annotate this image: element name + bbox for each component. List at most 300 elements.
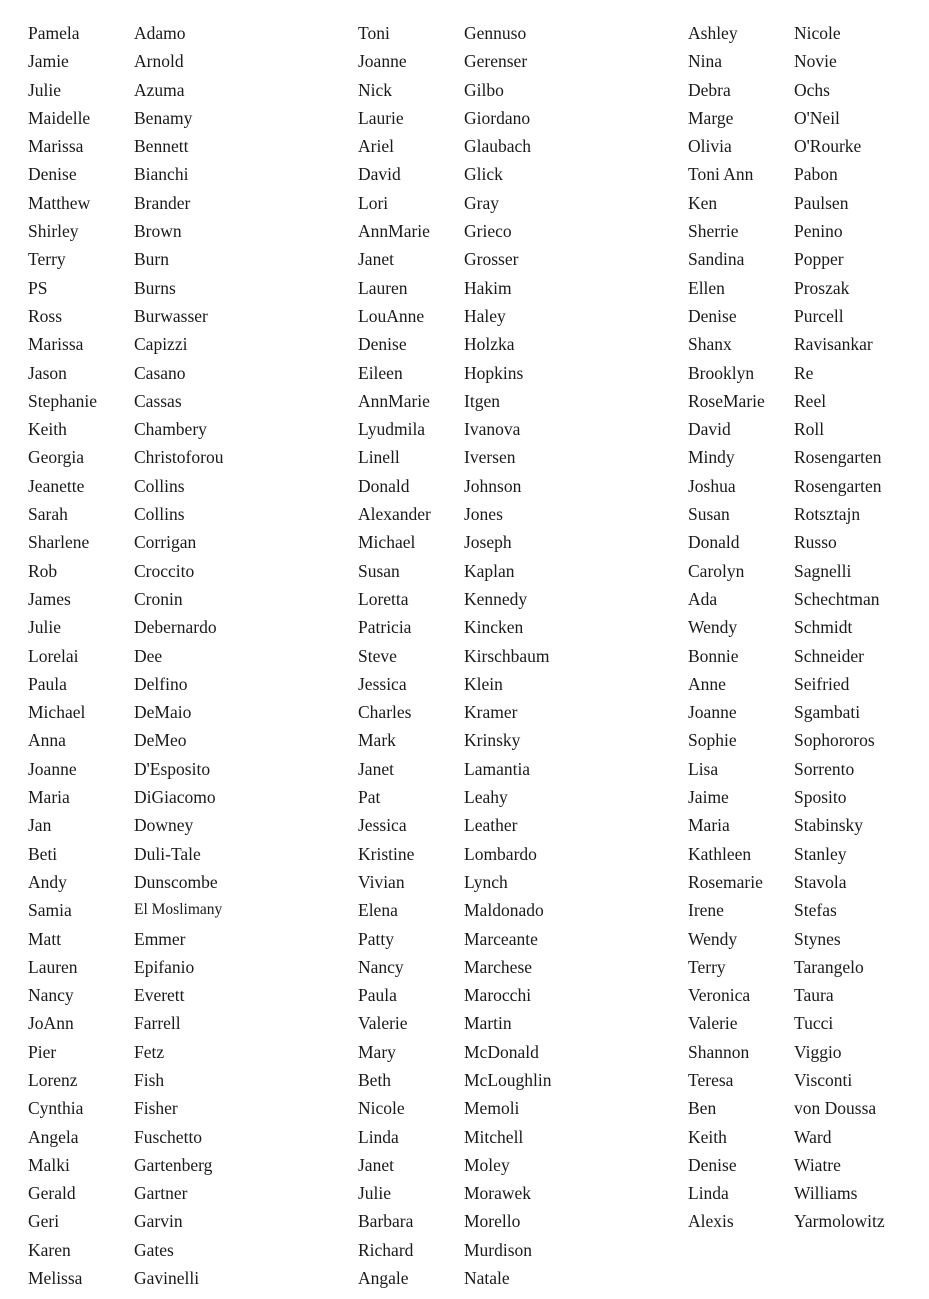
last-name: Reel [794, 390, 827, 411]
name-entry [688, 613, 885, 641]
name-entry [358, 1094, 552, 1122]
last-name: Downey [134, 815, 194, 836]
first-name: Jaime [688, 787, 729, 808]
name-entry [28, 160, 223, 188]
last-name: Arnold [134, 51, 184, 72]
first-name: Alexis [688, 1211, 734, 1232]
first-name: James [28, 588, 71, 609]
first-name: Matt [28, 928, 62, 949]
name-entry [28, 330, 223, 358]
name-entry [358, 868, 552, 896]
first-name: Carolyn [688, 560, 745, 581]
name-entry [28, 415, 223, 443]
first-name: Donald [688, 532, 740, 553]
name-entry [688, 1038, 885, 1066]
last-name: Leather [464, 815, 518, 836]
first-name: PS [28, 277, 48, 298]
name-entry [28, 104, 223, 132]
name-entry [358, 1179, 552, 1207]
last-name: Pabon [794, 164, 838, 185]
name-entry [358, 557, 552, 585]
last-name: Paulsen [794, 192, 849, 213]
first-name: Cynthia [28, 1098, 84, 1119]
name-entry [358, 925, 552, 953]
last-name: Moley [464, 1154, 510, 1175]
name-entry [358, 104, 552, 132]
last-name: Delfino [134, 673, 188, 694]
last-name: Seifried [794, 673, 850, 694]
first-name: Lorelai [28, 645, 79, 666]
name-entry [688, 698, 885, 726]
last-name: Gerenser [464, 51, 528, 72]
first-name: Mindy [688, 447, 735, 468]
last-name: Holzka [464, 334, 515, 355]
first-name: Shannon [688, 1041, 750, 1062]
first-name: Keith [28, 419, 67, 440]
name-entry [358, 755, 552, 783]
last-name: Corrigan [134, 532, 197, 553]
last-name: Dee [134, 645, 163, 666]
last-name: Fuschetto [134, 1126, 203, 1147]
name-entry [358, 1236, 552, 1264]
name-entry [358, 840, 552, 868]
name-entry [28, 557, 223, 585]
first-name: Brooklyn [688, 362, 755, 383]
first-name: Barbara [358, 1211, 414, 1232]
last-name: Chambery [134, 419, 207, 440]
name-entry [358, 19, 552, 47]
first-name: JoAnn [28, 1013, 74, 1034]
name-entry [688, 359, 885, 387]
name-entry [28, 868, 223, 896]
name-entry [688, 670, 885, 698]
last-name: Cassas [134, 390, 182, 411]
name-entry [28, 642, 223, 670]
last-name: Farrell [134, 1013, 181, 1034]
last-name: D'Esposito [134, 758, 211, 779]
first-name: Matthew [28, 192, 91, 213]
first-name: Kathleen [688, 843, 752, 864]
last-name: Rotsztajn [794, 504, 861, 525]
last-name: Stavola [794, 871, 847, 892]
first-name: Denise [358, 334, 407, 355]
name-entry [358, 896, 552, 924]
first-name: Maria [28, 787, 70, 808]
name-entry [358, 698, 552, 726]
last-name: Sorrento [794, 758, 855, 779]
name-entry [688, 755, 885, 783]
last-name: Ivanova [464, 419, 521, 440]
first-name: Paula [358, 985, 397, 1006]
last-name: Gates [134, 1239, 174, 1260]
name-entry [688, 160, 885, 188]
first-name: Maidelle [28, 107, 91, 128]
first-name: Shanx [688, 334, 732, 355]
last-name: Schneider [794, 645, 864, 666]
last-name: Garvin [134, 1211, 183, 1232]
last-name: Natale [464, 1268, 510, 1289]
first-name: Richard [358, 1239, 414, 1260]
name-column-1 [28, 19, 223, 1292]
name-entry [688, 925, 885, 953]
last-name: Lynch [464, 871, 508, 892]
first-name: Angale [358, 1268, 409, 1289]
first-name: Geri [28, 1211, 60, 1232]
first-name: Jan [28, 815, 52, 836]
name-entry [358, 1264, 552, 1292]
last-name: Collins [134, 475, 185, 496]
name-entry [688, 840, 885, 868]
last-name: Morawek [464, 1183, 532, 1204]
first-name: Nancy [358, 956, 404, 977]
name-entry [28, 1038, 223, 1066]
last-name: Hakim [464, 277, 512, 298]
first-name: Patricia [358, 617, 412, 638]
last-name: Stanley [794, 843, 847, 864]
first-name: Vivian [358, 871, 405, 892]
first-name: Mark [358, 730, 396, 751]
first-name: Ariel [358, 136, 394, 157]
first-name: Steve [358, 645, 397, 666]
first-name: Loretta [358, 588, 409, 609]
last-name: Jones [464, 504, 503, 525]
name-entry [28, 500, 223, 528]
last-name: Schechtman [794, 588, 880, 609]
name-entry [688, 1066, 885, 1094]
first-name: Angela [28, 1126, 79, 1147]
last-name: Gilbo [464, 79, 504, 100]
last-name: Sophororos [794, 730, 875, 751]
name-entry [688, 104, 885, 132]
first-name: Olivia [688, 136, 732, 157]
first-name: Teresa [688, 1069, 734, 1090]
last-name: Azuma [134, 79, 185, 100]
last-name: Everett [134, 985, 185, 1006]
name-entry [688, 1207, 885, 1235]
name-entry [28, 302, 223, 330]
first-name: Rosemarie [688, 871, 763, 892]
name-entry [358, 528, 552, 556]
last-name: Sposito [794, 787, 847, 808]
name-entry [358, 217, 552, 245]
last-name: Schmidt [794, 617, 853, 638]
first-name: Ben [688, 1098, 717, 1119]
last-name: McLoughlin [464, 1069, 552, 1090]
name-entry [28, 245, 223, 273]
last-name: DiGiacomo [134, 787, 216, 808]
first-name: Toni Ann [688, 164, 754, 185]
first-name: Ashley [688, 23, 738, 43]
last-name: Glick [464, 164, 503, 185]
last-name: Tarangelo [794, 956, 864, 977]
last-name: Adamo [134, 23, 186, 43]
name-entry [358, 1123, 552, 1151]
last-name: Stynes [794, 928, 841, 949]
first-name: Marissa [28, 334, 84, 355]
name-entry [358, 1009, 552, 1037]
first-name: Joanne [358, 51, 407, 72]
last-name: Marchese [464, 956, 533, 977]
last-name: Brown [134, 221, 182, 242]
name-entry [28, 953, 223, 981]
name-entry [28, 1151, 223, 1179]
name-entry [358, 47, 552, 75]
first-name: Valerie [358, 1013, 408, 1034]
last-name: Gennuso [464, 23, 527, 43]
first-name: Jason [28, 362, 67, 383]
name-entry [688, 443, 885, 471]
first-name: Anna [28, 730, 66, 751]
first-name: Sophie [688, 730, 737, 751]
first-name: Michael [28, 702, 86, 723]
name-entry [28, 1094, 223, 1122]
first-name: Valerie [688, 1013, 738, 1034]
last-name: Ochs [794, 79, 830, 100]
first-name: Julie [28, 79, 62, 100]
last-name: Viggio [794, 1041, 842, 1062]
last-name: Penino [794, 221, 843, 242]
first-name: Toni [358, 23, 390, 43]
first-name: Pier [28, 1041, 57, 1062]
name-entry [358, 302, 552, 330]
first-name: Samia [28, 900, 72, 921]
last-name: Fish [134, 1069, 165, 1090]
last-name: Gartenberg [134, 1154, 213, 1175]
name-entry [358, 953, 552, 981]
last-name: Lombardo [464, 843, 537, 864]
name-entry [358, 1151, 552, 1179]
name-entry [358, 472, 552, 500]
name-entry [28, 840, 223, 868]
last-name: Marceante [464, 928, 538, 949]
last-name: Marocchi [464, 985, 532, 1006]
name-entry [358, 1207, 552, 1235]
first-name: Jeanette [28, 475, 85, 496]
first-name: Sarah [28, 504, 68, 525]
name-column-2 [358, 19, 552, 1292]
first-name: Julie [358, 1183, 392, 1204]
name-entry [28, 76, 223, 104]
name-entry [28, 896, 223, 924]
name-entry [688, 19, 885, 47]
first-name: Bonnie [688, 645, 739, 666]
name-entry [358, 642, 552, 670]
last-name: Epifanio [134, 956, 195, 977]
last-name: Emmer [134, 928, 186, 949]
last-name: Croccito [134, 560, 195, 581]
first-name: Melissa [28, 1268, 83, 1289]
last-name: O'Rourke [794, 136, 862, 157]
first-name: Janet [358, 249, 394, 270]
first-name: RoseMarie [688, 390, 765, 411]
name-entry [358, 415, 552, 443]
first-name: Irene [688, 900, 724, 921]
first-name: Linda [688, 1183, 729, 1204]
last-name: Tucci [794, 1013, 834, 1034]
name-column-3 [688, 19, 885, 1236]
last-name: Maldonado [464, 900, 544, 921]
last-name: Burwasser [134, 305, 208, 326]
first-name: Sandina [688, 249, 745, 270]
name-entry [28, 1264, 223, 1292]
first-name: Janet [358, 758, 394, 779]
name-entry [28, 472, 223, 500]
name-entry [688, 953, 885, 981]
name-entry [358, 1066, 552, 1094]
last-name: Iversen [464, 447, 516, 468]
last-name: Sgambati [794, 702, 861, 723]
name-entry [28, 189, 223, 217]
last-name: Kramer [464, 702, 518, 723]
name-entry [358, 613, 552, 641]
name-entry [358, 189, 552, 217]
first-name: Lauren [358, 277, 408, 298]
first-name: Nicole [358, 1098, 405, 1119]
first-name: Julie [28, 617, 62, 638]
first-name: Anne [688, 673, 726, 694]
first-name: Susan [358, 560, 400, 581]
name-entry [28, 217, 223, 245]
first-name: Linell [358, 447, 400, 468]
first-name: Andy [28, 871, 67, 892]
first-name: Lorenz [28, 1069, 78, 1090]
first-name: David [358, 164, 401, 185]
name-entry [358, 726, 552, 754]
first-name: Sherrie [688, 221, 739, 242]
name-entry [358, 359, 552, 387]
name-entry [28, 19, 223, 47]
name-entry [688, 868, 885, 896]
last-name: DeMaio [134, 702, 192, 723]
first-name: Alexander [358, 504, 431, 525]
last-name: Kirschbaum [464, 645, 550, 666]
first-name: Ken [688, 192, 718, 213]
name-entry [28, 698, 223, 726]
last-name: Leahy [464, 787, 508, 808]
last-name: DeMeo [134, 730, 187, 751]
name-entry [688, 189, 885, 217]
name-entry [28, 528, 223, 556]
last-name: Taura [794, 985, 834, 1006]
last-name: Gavinelli [134, 1268, 200, 1289]
first-name: Wendy [688, 617, 738, 638]
first-name: Ellen [688, 277, 725, 298]
name-entry [688, 132, 885, 160]
last-name: Giordano [464, 107, 531, 128]
name-entry [688, 783, 885, 811]
first-name: Lisa [688, 758, 719, 779]
first-name: Lyudmila [358, 419, 426, 440]
name-entry [28, 726, 223, 754]
first-name: Karen [28, 1239, 71, 1260]
first-name: Nick [358, 79, 393, 100]
last-name: Cronin [134, 588, 183, 609]
last-name: Popper [794, 249, 844, 270]
first-name: Gerald [28, 1183, 76, 1204]
last-name: Grosser [464, 249, 519, 270]
last-name: Williams [794, 1183, 858, 1204]
name-entry [688, 47, 885, 75]
name-entry [28, 274, 223, 302]
first-name: Denise [688, 305, 737, 326]
last-name: Itgen [464, 390, 500, 411]
first-name: Georgia [28, 447, 85, 468]
last-name: Visconti [794, 1069, 853, 1090]
last-name: Memoli [464, 1098, 520, 1119]
name-entry [28, 670, 223, 698]
first-name: Lauren [28, 956, 78, 977]
first-name: Joshua [688, 475, 736, 496]
first-name: Veronica [688, 985, 751, 1006]
name-entry [28, 783, 223, 811]
name-entry [688, 585, 885, 613]
name-entry [688, 896, 885, 924]
name-entry [688, 387, 885, 415]
last-name: Martin [464, 1013, 512, 1034]
last-name: Casano [134, 362, 186, 383]
first-name: Jessica [358, 815, 407, 836]
last-name: Lamantia [464, 758, 531, 779]
name-entry [28, 1123, 223, 1151]
last-name: Kaplan [464, 560, 515, 581]
last-name: Fisher [134, 1098, 178, 1119]
first-name: Charles [358, 702, 412, 723]
name-entry [688, 302, 885, 330]
name-entry [358, 76, 552, 104]
name-entry [688, 330, 885, 358]
last-name: Roll [794, 419, 825, 440]
name-entry [358, 981, 552, 1009]
name-entry [688, 1151, 885, 1179]
last-name: Re [794, 362, 814, 383]
last-name: Morello [464, 1211, 521, 1232]
last-name: Mitchell [464, 1126, 524, 1147]
name-entry [688, 557, 885, 585]
name-entry [28, 585, 223, 613]
name-entry [358, 500, 552, 528]
last-name: Duli-Tale [134, 843, 201, 864]
name-entry [28, 1009, 223, 1037]
last-name: Johnson [464, 475, 522, 496]
first-name: Joanne [688, 702, 737, 723]
last-name: Wiatre [794, 1154, 841, 1175]
first-name: Patty [358, 928, 394, 949]
name-entry [688, 1179, 885, 1207]
first-name: Jessica [358, 673, 407, 694]
first-name: Janet [358, 1154, 394, 1175]
last-name: Gray [464, 192, 499, 213]
last-name: Haley [464, 305, 506, 326]
name-entry [358, 330, 552, 358]
last-name: von Doussa [794, 1098, 877, 1119]
last-name: Yarmolowitz [794, 1211, 885, 1232]
name-entry [28, 47, 223, 75]
name-entry [28, 981, 223, 1009]
last-name: Purcell [794, 305, 844, 326]
first-name: Wendy [688, 928, 738, 949]
last-name: Debernardo [134, 617, 217, 638]
name-entry [358, 387, 552, 415]
last-name: Rosengarten [794, 447, 882, 468]
first-name: Shirley [28, 221, 79, 242]
name-entry [688, 726, 885, 754]
name-entry [28, 1066, 223, 1094]
name-entry [358, 670, 552, 698]
last-name: Burns [134, 277, 176, 298]
last-name: Brander [134, 192, 191, 213]
name-entry [358, 585, 552, 613]
first-name: Donald [358, 475, 410, 496]
